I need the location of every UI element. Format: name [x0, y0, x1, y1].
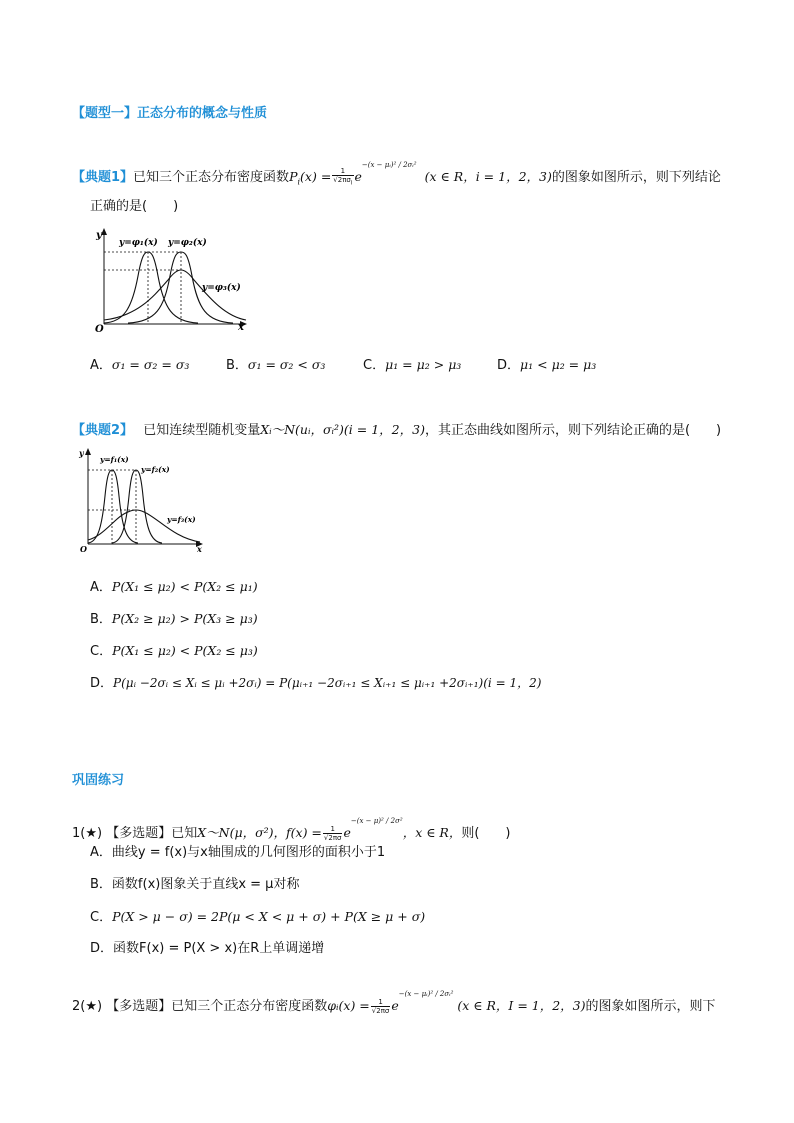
curve-phi1 [104, 252, 198, 323]
question1-func: f(x) = [286, 825, 322, 840]
section-heading-2: 巩固练习 [72, 773, 125, 788]
graph2-y-label: y [79, 448, 84, 458]
section-title: 正态分布的概念与性质 [137, 106, 268, 121]
graph1-curve1-label: y=φ₁(x) [119, 238, 158, 248]
example2-distribution: Xᵢ～N(uᵢ，σᵢ²)(i = 1，2，3) [260, 422, 425, 437]
example2-text-a: 已知连续型随机变量 [143, 423, 261, 438]
graph2-origin: O [80, 544, 87, 554]
question2-exp-base: e [391, 998, 399, 1013]
question1-number: 1(★) [72, 826, 103, 841]
example1-exp-base: e [354, 169, 362, 184]
example2-text-b: ，其正态曲线如图所示，则下列结论正确的是( ) [424, 423, 722, 438]
example1-option-b[interactable]: B．σ₁ = σ₂ < σ₃ [226, 357, 326, 373]
example1-tag: 【典题1】 [72, 170, 134, 185]
example2-option-c[interactable]: C．P(X₁ ≤ μ₂) < P(X₂ ≤ μ₃) [90, 643, 258, 659]
question2-fraction: $\frac{1}{√2\pi\sigma}$ [371, 998, 390, 1015]
question1-option-b[interactable]: B．函数f(x)图象关于直线x = μ对称 [90, 877, 300, 892]
question2-tag: 【多选题】 [106, 999, 172, 1014]
example1-fraction: $\frac{1}{√2\pi\sigma_i}$ [333, 167, 353, 187]
question1-option-c[interactable]: C．P(X > μ − σ) = 2P(μ < X < μ + σ) + P(X ≥ μ + σ) [90, 909, 426, 925]
example1-func: $P_i(x)$ = [289, 169, 332, 187]
example1-stem [72, 156, 721, 192]
question1-option-a[interactable]: A．曲线y = f(x)与x轴围成的几何图形的面积小于1 [90, 845, 386, 860]
question1-text-b: 则( ) [461, 826, 511, 841]
graph1-curve3-label: y=φ₃(x) [202, 283, 241, 293]
example2-option-d[interactable]: D．P(μᵢ −2σᵢ ≤ Xᵢ ≤ μᵢ +2σᵢ) = P(μᵢ₊₁ −2σᵢ₊₁ ≤ Xᵢ₊₁ ≤ μᵢ₊₁ +2σᵢ₊₁)(i = 1，2) [90, 676, 542, 691]
example1-domain: (x ∈ R，i = 1，2，3) [424, 169, 552, 184]
example2-stem [72, 421, 721, 440]
graph1-x-label: x [238, 322, 244, 333]
graph2-x-label: x [197, 544, 202, 554]
graph2-curve3-label: y=f₃(x) [167, 515, 196, 524]
example2-option-b[interactable]: B．P(X₂ ≥ μ₂) > P(X₃ ≥ μ₃) [90, 611, 258, 627]
example2-graph [74, 446, 206, 556]
question2-number: 2(★) [72, 999, 103, 1014]
example1-option-a[interactable]: A．σ₁ = σ₂ = σ₃ [90, 357, 190, 373]
question1-text-a: 已知 [171, 826, 198, 841]
example2-tag: 【典题2】 [72, 423, 134, 438]
question1-option-d[interactable]: D．函数F(x) = P(X > x)在R上单调递增 [90, 941, 325, 956]
example1-option-d[interactable]: D．μ₁ < μ₂ = μ₃ [497, 357, 597, 373]
graph1-curve2-label: y=φ₂(x) [168, 238, 207, 248]
example1-graph [88, 226, 250, 334]
question1-fraction: $\frac{1}{√2\pi\sigma}$ [323, 825, 342, 842]
question1-distribution: X～N(μ，σ²)， [197, 825, 287, 840]
question1-exponent: −(x − μ)² / 2σ² [350, 817, 403, 825]
example1-text-b: 的图象如图所示，则下列结论 [551, 170, 721, 185]
question2-exponent: −(x − μᵢ)² / 2σᵢ² [398, 990, 454, 998]
question2-func: φᵢ(x) = [327, 998, 370, 1013]
example1-stem-cont: 正确的是( ) [90, 199, 179, 214]
question2-text-b: 的图象如图所示，则下 [585, 999, 716, 1014]
example2-option-a[interactable]: A．P(X₁ ≤ μ₂) < P(X₂ ≤ μ₁) [90, 579, 258, 595]
example1-exponent: −(x − μᵢ)² / 2σᵢ² [361, 161, 417, 169]
example1-option-c[interactable]: C．μ₁ = μ₂ > μ₃ [363, 357, 462, 373]
section-bracket: 【题型一】 [72, 106, 138, 121]
example1-text-a: 已知三个正态分布密度函数 [133, 170, 290, 185]
graph1-origin: O [95, 324, 104, 334]
graph2-curve1-label: y=f₁(x) [100, 455, 129, 464]
question2-text-a: 已知三个正态分布密度函数 [171, 999, 328, 1014]
graph1-y-label: y [96, 230, 102, 241]
graph2-curve2-label: y=f₂(x) [141, 465, 170, 474]
question2-domain: (x ∈ R，I = 1，2，3) [457, 998, 586, 1013]
curve-f2 [112, 470, 162, 543]
question2-stem [72, 985, 716, 1016]
question1-exp-base: e [343, 825, 351, 840]
question1-tag: 【多选题】 [106, 826, 172, 841]
section-heading-1 [72, 102, 267, 121]
question1-domain: ，x ∈ R， [402, 825, 462, 840]
question1-stem [72, 812, 511, 843]
